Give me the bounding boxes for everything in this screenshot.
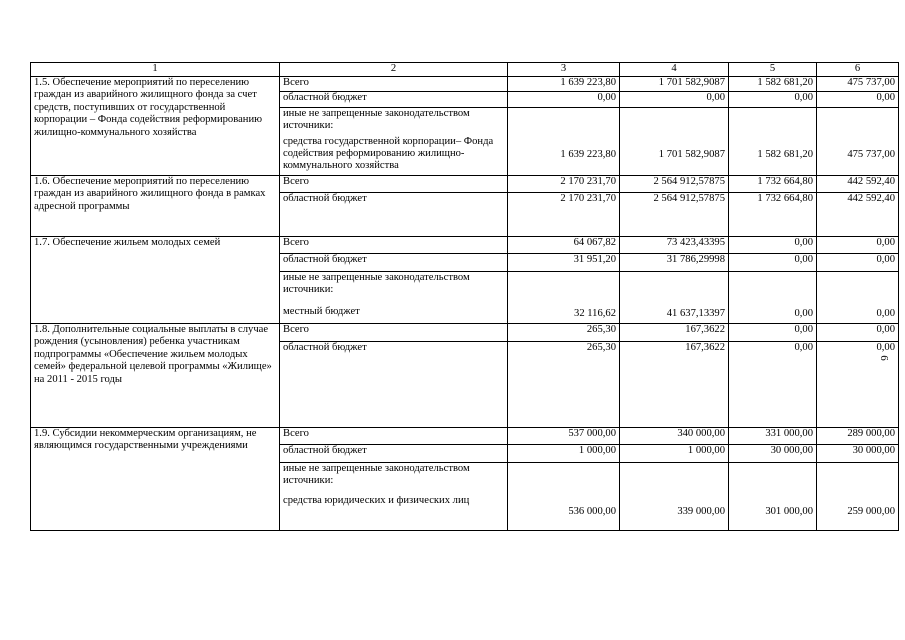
column-header-2: 2 [280, 63, 508, 77]
value-col-3: 537 000,00 [508, 428, 620, 445]
funding-source: иные не запрещенные законодательством источники: [280, 463, 508, 495]
value-col-6: 259 000,00 [817, 495, 899, 531]
value-col-6 [817, 108, 899, 136]
value-col-6: 289 000,00 [817, 428, 899, 445]
value-col-6: 475 737,00 [817, 136, 899, 176]
column-header-6: 6 [817, 63, 899, 77]
value-col-6: 30 000,00 [817, 445, 899, 463]
value-col-6: 442 592,40 [817, 193, 899, 237]
value-col-5: 0,00 [729, 324, 817, 342]
table-row [31, 77, 899, 92]
value-col-6: 0,00 [817, 306, 899, 324]
measure-name: 1.6. Обеспечение мероприятий по переселению граждан из аварийного жилищного фонда в рамках адресной программы [31, 176, 280, 237]
value-col-5: 331 000,00 [729, 428, 817, 445]
value-col-3: 1 000,00 [508, 445, 620, 463]
value-col-3: 64 067,82 [508, 237, 620, 254]
measure-name: 1.9. Субсидии некоммерческим организациям, не являющимся государственными учреждениями [31, 428, 280, 531]
funding-source: Всего [280, 77, 508, 92]
value-col-4 [620, 272, 729, 306]
funding-source: Всего [280, 324, 508, 342]
value-col-5 [729, 108, 817, 136]
value-col-4: 2 564 912,57875 [620, 176, 729, 193]
column-header-1: 1 [31, 63, 280, 77]
value-col-3: 1 639 223,80 [508, 77, 620, 92]
value-col-4 [620, 108, 729, 136]
value-col-3: 2 170 231,70 [508, 193, 620, 237]
funding-source: средства государственной корпорации– Фонда содействия реформированию жилищно-коммунального хозяйства [280, 136, 508, 176]
value-col-5: 1 732 664,80 [729, 193, 817, 237]
page-number: 6 [877, 355, 890, 361]
value-col-5 [729, 463, 817, 495]
value-col-6: 0,00 [817, 324, 899, 342]
value-col-6: 475 737,00 [817, 77, 899, 92]
table-row [31, 176, 899, 193]
column-header-3: 3 [508, 63, 620, 77]
value-col-5: 0,00 [729, 342, 817, 428]
value-col-3: 536 000,00 [508, 495, 620, 531]
column-header-4: 4 [620, 63, 729, 77]
value-col-4: 167,3622 [620, 324, 729, 342]
value-col-4: 41 637,13397 [620, 306, 729, 324]
value-col-6: 442 592,40 [817, 176, 899, 193]
value-col-6: 0,00 [817, 237, 899, 254]
funding-source: Всего [280, 176, 508, 193]
table-row [31, 428, 899, 445]
value-col-3 [508, 272, 620, 306]
value-col-4: 31 786,29998 [620, 254, 729, 272]
value-col-5 [729, 272, 817, 306]
column-number-row [31, 63, 899, 77]
value-col-3: 2 170 231,70 [508, 176, 620, 193]
value-col-5: 0,00 [729, 254, 817, 272]
value-col-3 [508, 463, 620, 495]
funding-source: областной бюджет [280, 92, 508, 108]
value-col-3: 31 951,20 [508, 254, 620, 272]
value-col-4: 167,3622 [620, 342, 729, 428]
value-col-4: 0,00 [620, 92, 729, 108]
value-col-3 [508, 108, 620, 136]
value-col-5: 0,00 [729, 92, 817, 108]
value-col-3: 265,30 [508, 324, 620, 342]
measure-name: 1.7. Обеспечение жильем молодых семей [31, 237, 280, 324]
funding-source: местный бюджет [280, 306, 508, 324]
value-col-4 [620, 463, 729, 495]
value-col-6 [817, 463, 899, 495]
value-col-5: 30 000,00 [729, 445, 817, 463]
value-col-6 [817, 272, 899, 306]
table-row [31, 237, 899, 254]
value-col-4: 339 000,00 [620, 495, 729, 531]
column-header-5: 5 [729, 63, 817, 77]
value-col-3: 0,00 [508, 92, 620, 108]
value-col-3: 32 116,62 [508, 306, 620, 324]
value-col-4: 1 000,00 [620, 445, 729, 463]
value-col-5: 1 582 681,20 [729, 136, 817, 176]
value-col-5: 1 732 664,80 [729, 176, 817, 193]
value-col-6: 0,00 [817, 254, 899, 272]
value-col-4: 340 000,00 [620, 428, 729, 445]
measure-name: 1.5. Обеспечение мероприятий по переселению граждан из аварийного жилищного фонда за счет средств, поступивших от государственной корпорации – Фонда содействия реформированию жилищно-коммунального хозяйства [31, 77, 280, 176]
measure-name: 1.8. Дополнительные социальные выплаты в случае рождения (усыновления) ребенка участникам подпрограммы «Обеспечение жильем молодых семей» федеральной целевой программы «Жилище» на 2011 - 2015 годы [31, 324, 280, 428]
value-col-4: 73 423,43395 [620, 237, 729, 254]
value-col-4: 1 701 582,9087 [620, 136, 729, 176]
funding-source: областной бюджет [280, 445, 508, 463]
value-col-5: 1 582 681,20 [729, 77, 817, 92]
value-col-4: 2 564 912,57875 [620, 193, 729, 237]
funding-source: иные не запрещенные законодательством источники: [280, 108, 508, 136]
table-row [31, 324, 899, 342]
funding-source: областной бюджет [280, 193, 508, 237]
funding-table [30, 62, 899, 531]
value-col-5: 301 000,00 [729, 495, 817, 531]
value-col-6: 0,00 [817, 92, 899, 108]
value-col-3: 265,30 [508, 342, 620, 428]
value-col-5: 0,00 [729, 237, 817, 254]
value-col-4: 1 701 582,9087 [620, 77, 729, 92]
funding-source: Всего [280, 237, 508, 254]
value-col-6: 0,00 [817, 342, 899, 428]
value-col-5: 0,00 [729, 306, 817, 324]
funding-source: Всего [280, 428, 508, 445]
funding-source: иные не запрещенные законодательством источники: [280, 272, 508, 306]
funding-source: средства юридических и физических лиц [280, 495, 508, 531]
value-col-3: 1 639 223,80 [508, 136, 620, 176]
funding-source: областной бюджет [280, 342, 508, 428]
funding-source: областной бюджет [280, 254, 508, 272]
